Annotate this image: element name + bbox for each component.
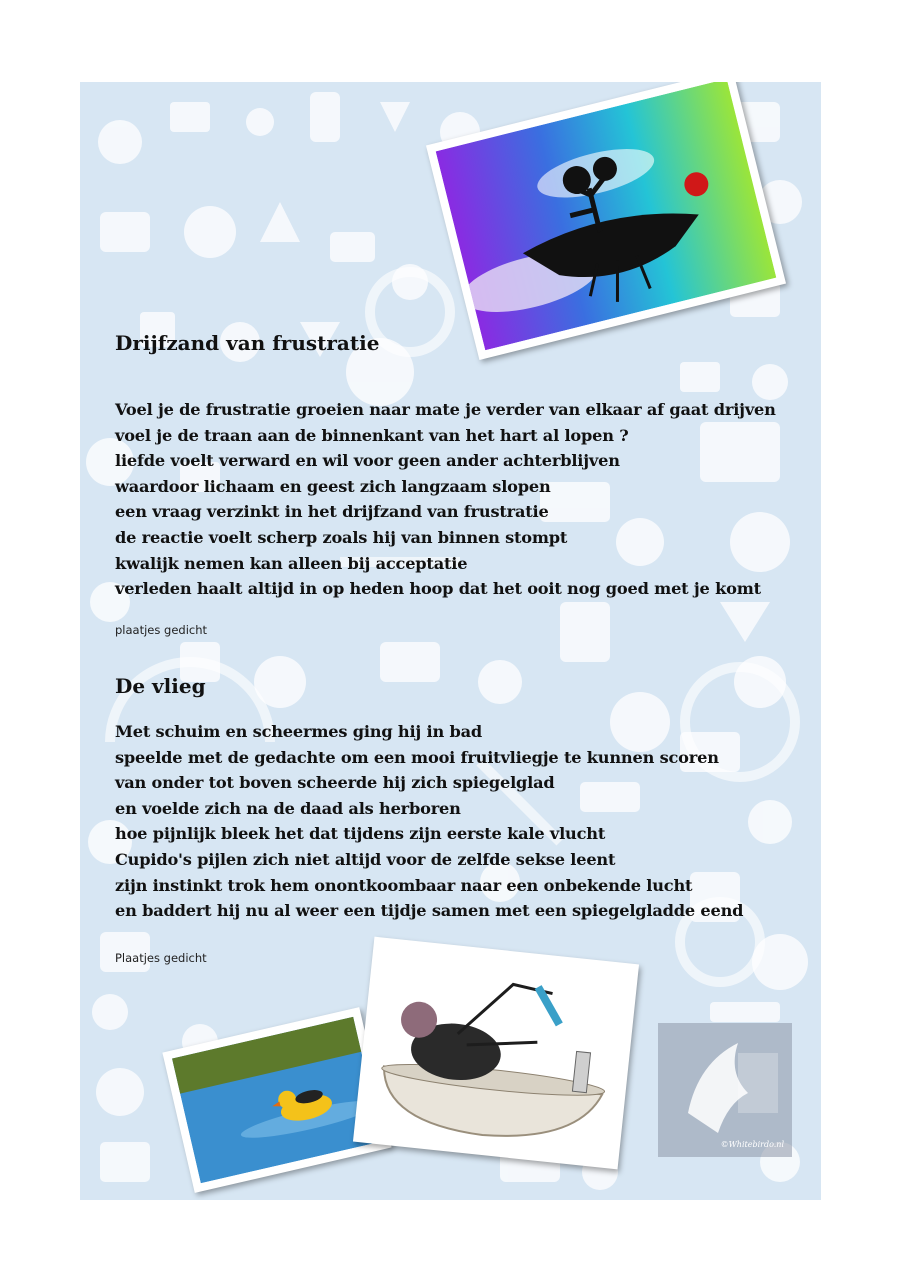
poem-page xyxy=(80,82,821,1200)
watermark-text: ©Whitebirdo.nl xyxy=(720,1140,784,1149)
dove-icon xyxy=(658,1023,792,1157)
poem-line: Voel je de frustratie groeien naar mate je verder van elkaar af gaat drijven xyxy=(115,400,776,419)
fly-bathtub-photo xyxy=(353,937,639,1170)
poem-line: zijn instinkt trok hem onontkoombaar naar een onbekende lucht xyxy=(115,875,693,895)
poem-line: voel je de traan aan de binnenkant van het hart al lopen ? xyxy=(115,425,629,445)
poem-line: kwalijk nemen kan alleen bij acceptatie xyxy=(115,553,468,573)
poem-title: De vlieg xyxy=(115,674,206,698)
poem-body xyxy=(115,397,776,602)
poem-body xyxy=(115,719,765,924)
poem-title: Drijfzand van frustratie xyxy=(115,331,380,355)
poem-line: liefde voelt verward en wil voor geen ander achterblijven xyxy=(115,451,620,471)
watermark-logo xyxy=(658,1023,792,1157)
poem-line: speelde met de gedachte om een mooi fruitvliegje te kunnen scoren xyxy=(115,747,719,767)
poem-line: Cupido's pijlen zich niet altijd voor de zelfde sekse leent xyxy=(115,849,616,869)
poem-line: een vraag verzinkt in het drijfzand van frustratie xyxy=(115,502,549,522)
poem-line: hoe pijnlijk bleek het dat tijdens zijn eerste kale vlucht xyxy=(115,824,606,844)
poem-line: en voelde zich na de daad als herboren xyxy=(115,798,461,818)
poem-line: waardoor lichaam en geest zich langzaam slopen xyxy=(115,476,551,496)
poem-line: van onder tot boven scheerde hij zich spiegelglad xyxy=(115,773,555,793)
poem-line: en baddert hij nu al weer een tijdje samen met een spiegelgladde eend xyxy=(115,901,744,921)
fly-bathtub-image xyxy=(362,945,630,1160)
image-credit: Plaatjes gedicht xyxy=(115,951,207,965)
poem-line: verleden haalt altijd in op heden hoop dat het ooit nog goed met je komt xyxy=(115,579,761,599)
poem-line: Met schuim en scheermes ging hij in bad xyxy=(115,722,482,741)
poem-line: de reactie voelt scherp zoals hij van binnen stompt xyxy=(115,527,568,547)
image-credit: plaatjes gedicht xyxy=(115,623,208,637)
